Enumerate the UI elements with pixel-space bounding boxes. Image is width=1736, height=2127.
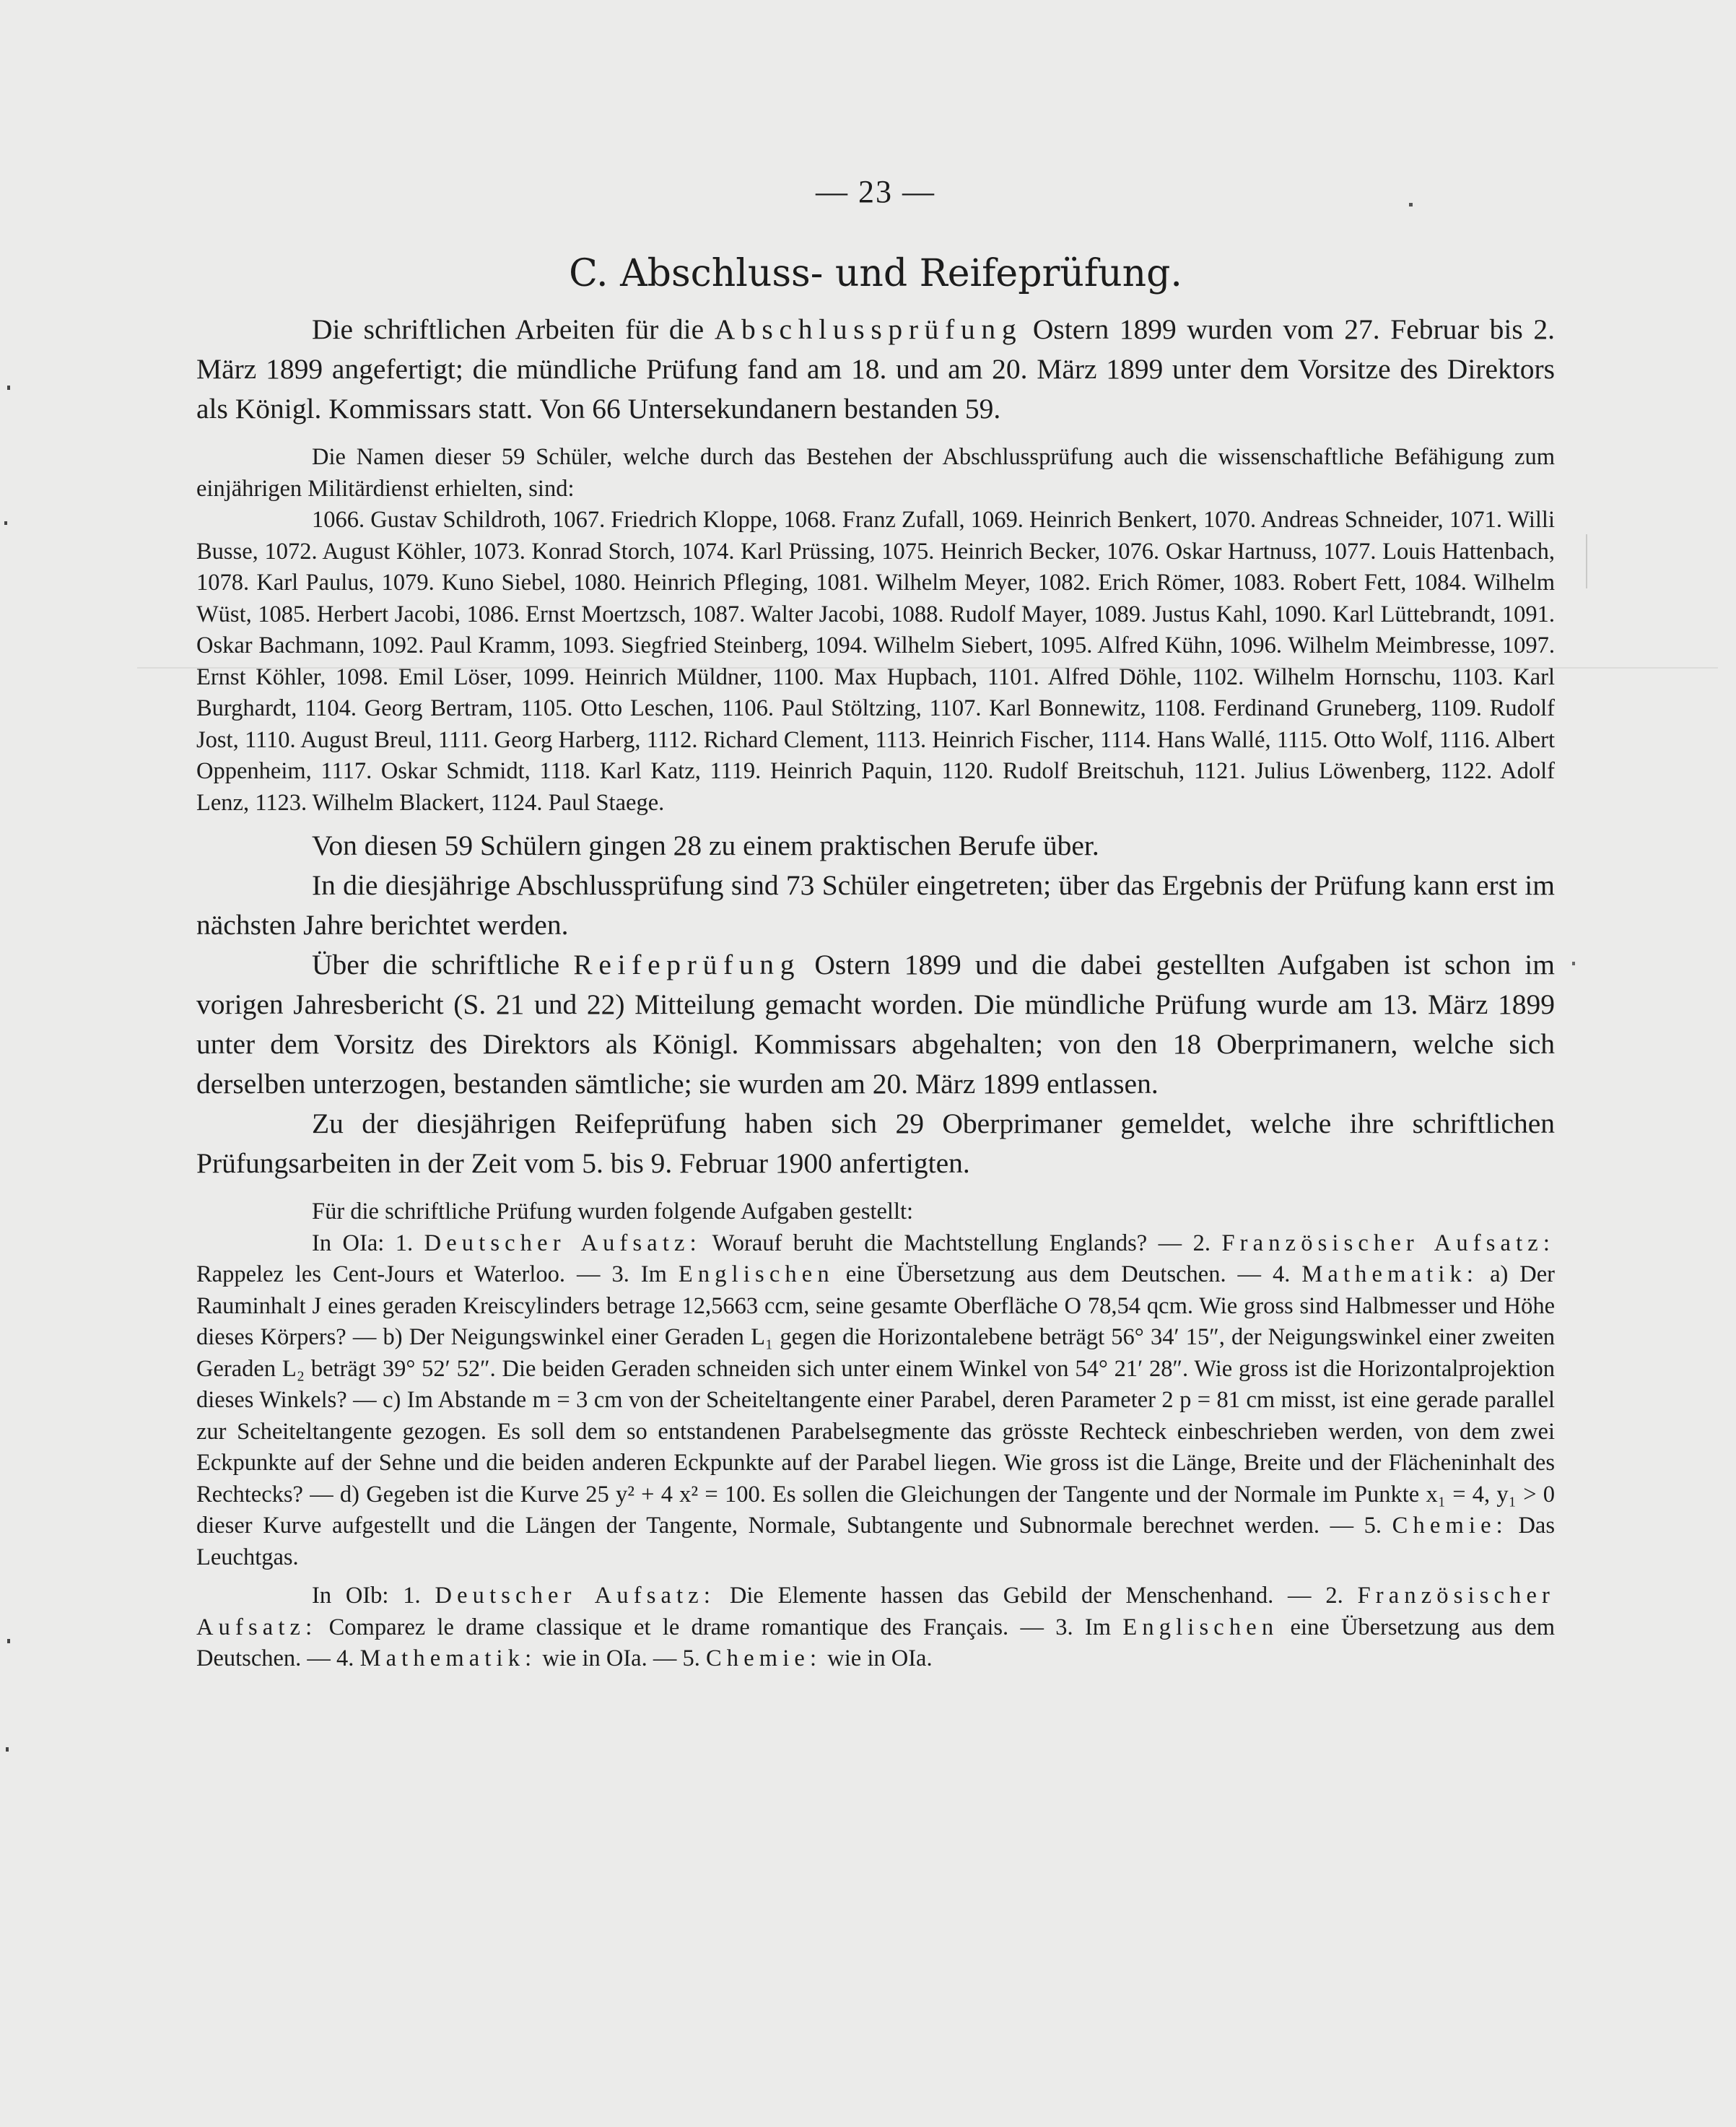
subject-label: Deutscher Aufsatz: — [435, 1583, 716, 1609]
subject-label: Chemie: — [705, 1645, 822, 1671]
scan-speck — [1572, 962, 1575, 965]
student-name-list: 1066. Gustav Schildroth, 1067. Friedrich Kloppe, 1068. Franz Zufall, 1069. Heinrich Benkert, 1070. Andreas Schneider, 1071. Willi Busse, 1072. August Köhler, 1073. Konrad Storch, 1074. Karl Prüssing, 1075. Heinrich Becker, 1076. Oskar Hartnuss, 1077. Louis Hattenbach, 1078. Karl Paulus, 1079. Kuno Siebel, 1080. Heinrich Pfleging, 1081. Wilhelm Meyer, 1082. Erich Römer, 1083. Robert Fett, 1084. Wilhelm Wüst, 1085. Herbert Jacobi, 1086. Ernst Moertzsch, 1087. Walter Jacobi, 1088. Rudolf Mayer, 1089. Justus Kahl, 1090. Karl Lüttebrandt, 1091. Oskar Bachmann, 1092. Paul Kramm, 1093. Siegfried Steinberg, 1094. Wilhelm Siebert, 1095. Alfred Kühn, 1096. Wilhelm Meimbresse, 1097. Ernst Köhler, 1098. Emil Löser, 1099. Heinrich Müldner, 1100. Max Hupbach, 1101. Alfred Döhle, 1102. Wilhelm Hornschu, 1103. Karl Burghardt, 1104. Georg Bertram, 1105. Otto Leschen, 1106. Paul Stöltzing, 1107. Karl Bonnewitz, 1108. Ferdinand Gruneberg, 1109. Rudolf Jost, 1110. August Breul, 1111. Georg Harberg, 1112. Richard Clement, 1113. Heinrich Fischer, 1114. Hans Wallé, 1115. Otto Wolf, 1116. Albert Oppenheim, 1117. Oskar Schmidt, 1118. Karl Katz, 1119. Heinrich Paquin, 1120. Rudolf Breitschuh, 1121. Julius Löwenberg, 1122. Adolf Lenz, 1123. Wilhelm Blackert, 1124. Paul Staege. — [196, 507, 1555, 816]
text-span: Das Leuchtgas. — [196, 1513, 1555, 1570]
subject-label: Mathematik: — [359, 1645, 537, 1671]
tasks-ola — [196, 1228, 1555, 1574]
page-content — [196, 173, 1555, 1675]
text-span: Comparez le drame classique et le drame romantique des Français. — 3. Im — [328, 1614, 1112, 1640]
scan-speck — [6, 1747, 9, 1752]
paragraph-tasks-intro: Für die schriftliche Prüfung wurden folgende Aufgaben gestellt: — [312, 1199, 914, 1225]
text-span: eine Übersetzung aus dem Deutschen. — 4. — [845, 1261, 1291, 1287]
subject-label: Chemie: — [1392, 1513, 1508, 1539]
text-span: Ostern 1899 wurden vom 27. Februar bis 2. März 1899 angefertigt; die mündliche Prüfung fand am 18. und am 20. März 1899 unter dem Vorsitze des Direktors als Königl. Kommissars statt. Von 66 Untersekundanern bestanden 59. — [196, 313, 1556, 425]
text-span: wie in OIa. — 5. — [542, 1645, 700, 1671]
scan-speck — [7, 1639, 10, 1643]
subject-label: Französischer Aufsatz: — [1221, 1230, 1556, 1256]
subject-label: Deutscher Aufsatz: — [424, 1230, 702, 1256]
tasks-olb — [196, 1580, 1555, 1675]
text-span: a) Der Rauminhalt J eines geraden Kreiscylinders betrage 12,5663 ccm, seine gesamte Oberfläche O 78,54 qcm. Wie gross sind Halbmesser und Höhe dieses Körpers? — b) Der Neigungswinkel einer Geraden L₁ gegen die Horizontalebene beträgt 56° 34′ 15″, der Neigungswinkel einer zweiten Geraden L₂ beträgt 39° 52′ 52″. Die beiden Geraden schneiden sich unter einem Winkel von 54° 21′ 28″. Wie gross ist die Horizontalprojektion dieses Winkels? — c) Im Abstande m = 3 cm von der Scheiteltangente einer Parabel, deren Parameter 2 p = 81 cm misst, ist eine gerade parallel zur Scheiteltangente gezogen. Es soll dem so entstandenen Parabelsegmente das grösste Rechteck einbeschrieben werden, von dem zwei Eckpunkte auf der Sehne und die beiden anderen Eckpunkte auf der Parabel liegen. Wie gross ist die Länge, Breite und der Flächeninhalt des Rechtecks? — d) Gegeben ist die Kurve 25 y² + 4 x² = 100. Es sollen die Gleichungen der Tangente und der Normale im Punkte x₁ = 4, y₁ > 0 dieser Kurve aufgestellt und die Längen der Tangente, Normale, Subtangente und Subnormale berechnet werden. — 5. — [196, 1261, 1555, 1539]
spaced-term: Abschlussprüfung — [714, 313, 1023, 345]
text-span: Über die schriftliche — [312, 949, 560, 980]
text-span: Ostern 1899 und die dabei gestellten Aufgaben ist schon im vorigen Jahresbericht (S. 21 und 22) Mitteilung gemacht worden. Die mündliche Prüfung wurde am 13. März 1899 unter dem Vorsitz des Direktors als Königl. Kommissars abgehalten; von den 18 Oberprimanern, welche sich derselben unterzogen, bestanden sämtliche; sie wurden am 20. März 1899 entlassen. — [196, 949, 1556, 1100]
text-span: Rappelez les Cent-Jours et Waterloo. — 3. Im — [196, 1261, 667, 1287]
subject-label: Französischer Aufsatz: — [196, 1583, 1556, 1640]
paragraph-abschluss-exam — [196, 310, 1555, 429]
text-span: eine Übersetzung aus dem Deutschen. — 4. — [196, 1614, 1556, 1671]
paragraph-names-intro: Die Namen dieser 59 Schüler, welche durch das Bestehen der Abschlussprüfung auch die wissenschaftliche Befähigung zum einjährigen Militärdienst erhielten, sind: — [196, 444, 1555, 502]
text-span: wie in OIa. — [827, 1645, 933, 1671]
section-title: C. Abschluss- und Reifeprüfung. — [569, 252, 1182, 295]
scan-speck — [4, 521, 7, 525]
text-span: Die Elemente hassen das Gebild der Menschenhand. — 2. — [729, 1583, 1343, 1609]
subject-label: Englischen — [678, 1261, 834, 1287]
text-span: In OIb: 1. — [312, 1583, 421, 1609]
subject-label: Englischen — [1122, 1614, 1279, 1640]
text-span: Worauf beruht die Machtstellung Englands? — 2. — [712, 1230, 1211, 1256]
subject-label: Mathematik: — [1301, 1261, 1479, 1287]
paragraph-reife-exam-1900: Zu der diesjährigen Reifeprüfung haben sich 29 Oberprimaner gemeldet, welche ihre schriftlichen Prüfungsarbeiten in der Zeit vom 5. bis 9. Februar 1900 anfertigten. — [196, 1108, 1555, 1179]
scan-speck — [7, 386, 10, 390]
page-number: — 23 — — [816, 174, 935, 209]
paragraph-practical-careers: Von diesen 59 Schülern gingen 28 zu einem praktischen Berufe über. — [312, 830, 1099, 861]
paragraph-current-abschluss: In die diesjährige Abschlussprüfung sind 73 Schüler eingetreten; über das Ergebnis der Prüfung kann erst im nächsten Jahre berichtet werden. — [196, 869, 1555, 941]
paragraph-reife-exam-1899 — [196, 945, 1555, 1104]
text-span: Die schriftlichen Arbeiten für die — [312, 313, 705, 345]
text-span: In OIa: 1. — [312, 1230, 414, 1256]
spaced-term: Reifeprüfung — [573, 949, 801, 980]
